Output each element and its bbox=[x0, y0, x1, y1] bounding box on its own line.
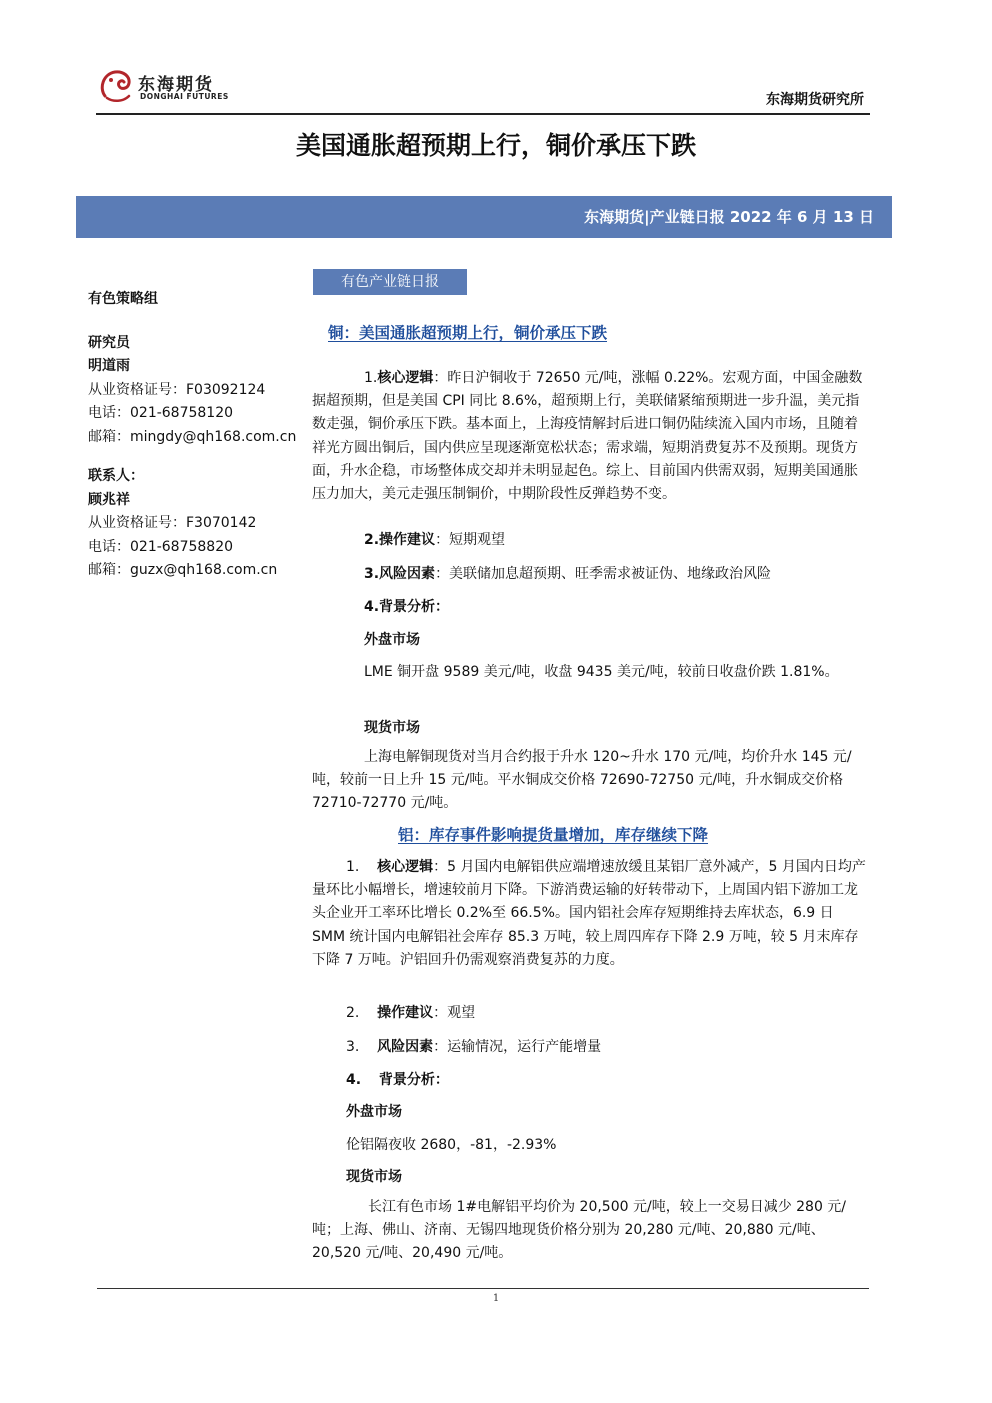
banner-text: 东海期货|产业链日报 2022 年 6 月 13 日 bbox=[584, 208, 874, 226]
section-tag: 有色产业链日报 bbox=[313, 269, 467, 295]
researcher-label: 研究员 bbox=[88, 334, 130, 351]
contact-phone: 电话：021-68758820 bbox=[88, 538, 234, 555]
contact-name: 顾兆祥 bbox=[88, 491, 130, 508]
copper-core-logic: 1.核心逻辑：昨日沪铜收于 72650 元/吨，涨幅 0.22%。宏观方面，中国金融数据超预期，但是美国 CPI 同比 8.6%，超预期上行，美联储紧缩预期进一步升温，美元指数走强，铜价承压下跌。基本面上，上海疫情解封后进口铜仍陆续流入国内市场，且随着祥光方圆出铜后，国内供应呈现逐渐宽松状态；需求端，短期消费复苏不及预期。现货方面，升水企稳，市场整体成交却并未明显起色。综上、目前国内供需双弱，短期美国通胀压力加大，美元走强压制铜价，中期阶段性反弹趋势不变。 bbox=[312, 370, 863, 503]
institute-name: 东海期货研究所 bbox=[766, 92, 864, 108]
author-sidebar bbox=[88, 288, 303, 583]
copper-overseas-label: 外盘市场 bbox=[364, 632, 420, 648]
aluminum-core-logic: 1. 核心逻辑：5 月国内电解铝供应端增速放缓且某铝厂意外减产，5 月国内日均产量环比小幅增长，增速较前月下降。下游消费运输的好转带动下，上周国内铝下游加工龙头企业开工率环比增长 0.2%至 66.5%。国内铝社会库存短期维持去库状态，6.9 日 SMM 统计国内电解铝社会库存 85.3 万吨，较上周四库存下降 2.9 万吨，较 5 月末库存下降 7 万吨。沪铝回升仍需观察消费复苏的力度。 bbox=[312, 859, 866, 968]
logo-english-text: DONGHAI FUTURES bbox=[140, 92, 229, 101]
copper-spot-text: 上海电解铜现货对当月合约报于升水 120~升水 170 元/吨，均价升水 145 元/吨，较前一日上升 15 元/吨。平水铜成交价格 72690-72750 元/吨，升水铜成交价格 72710-72770 元/吨。 bbox=[312, 749, 852, 812]
logo-chinese-text: 东海期货 bbox=[138, 75, 214, 95]
donghai-logo-icon bbox=[97, 66, 137, 106]
team-name: 有色策略组 bbox=[88, 291, 158, 307]
aluminum-spot-label: 现货市场 bbox=[346, 1169, 402, 1185]
researcher-email[interactable]: 邮箱：mingdy@qh168.com.cn bbox=[88, 428, 297, 445]
copper-spot-label: 现货市场 bbox=[364, 720, 420, 736]
contact-email[interactable]: 邮箱：guzx@qh168.com.cn bbox=[88, 562, 278, 578]
contact-cert: 从业资格证号：F3070142 bbox=[88, 515, 257, 531]
researcher-phone: 电话：021-68758120 bbox=[88, 405, 234, 421]
copper-operation: 2.操作建议：短期观望 bbox=[364, 532, 506, 548]
researcher-cert: 从业资格证号：F03092124 bbox=[88, 381, 266, 398]
researcher-name: 明道雨 bbox=[88, 358, 130, 374]
aluminum-overseas-label: 外盘市场 bbox=[346, 1104, 402, 1120]
page-number: 1 bbox=[492, 1293, 500, 1304]
aluminum-overseas-text: 伦铝隔夜收 2680，-81，-2.93% bbox=[346, 1137, 557, 1153]
aluminum-risk: 3. 风险因素：运输情况，运行产能增量 bbox=[346, 1039, 602, 1055]
header-divider bbox=[96, 113, 870, 115]
aluminum-heading[interactable]: 铝：库存事件影响提货量增加，库存继续下降 bbox=[398, 826, 709, 844]
contact-label: 联系人： bbox=[88, 468, 144, 484]
aluminum-spot-text: 长江有色市场 1#电解铝平均价为 20,500 元/吨，较上一交易日减少 280 元/吨；上海、佛山、济南、无锡四地现货价格分别为 20,280 元/吨、20,880 元/吨、20,520 元/吨、20,490 元/吨。 bbox=[312, 1199, 847, 1262]
aluminum-background: 4. 背景分析： bbox=[346, 1072, 449, 1088]
footer-divider bbox=[97, 1288, 869, 1289]
report-banner bbox=[76, 196, 892, 238]
document-title: 美国通胀超预期上行，铜价承压下跌 bbox=[295, 131, 696, 160]
copper-heading[interactable]: 铜：美国通胀超预期上行，铜价承压下跌 bbox=[328, 324, 608, 342]
copper-risk: 3.风险因素：美联储加息超预期、旺季需求被证伪、地缘政治风险 bbox=[364, 566, 772, 582]
aluminum-operation: 2. 操作建议：观望 bbox=[346, 1005, 476, 1021]
copper-background: 4.背景分析： bbox=[364, 599, 450, 615]
copper-overseas-text: LME 铜开盘 9589 美元/吨，收盘 9435 美元/吨，较前日收盘价跌 1.81%。 bbox=[364, 664, 839, 680]
